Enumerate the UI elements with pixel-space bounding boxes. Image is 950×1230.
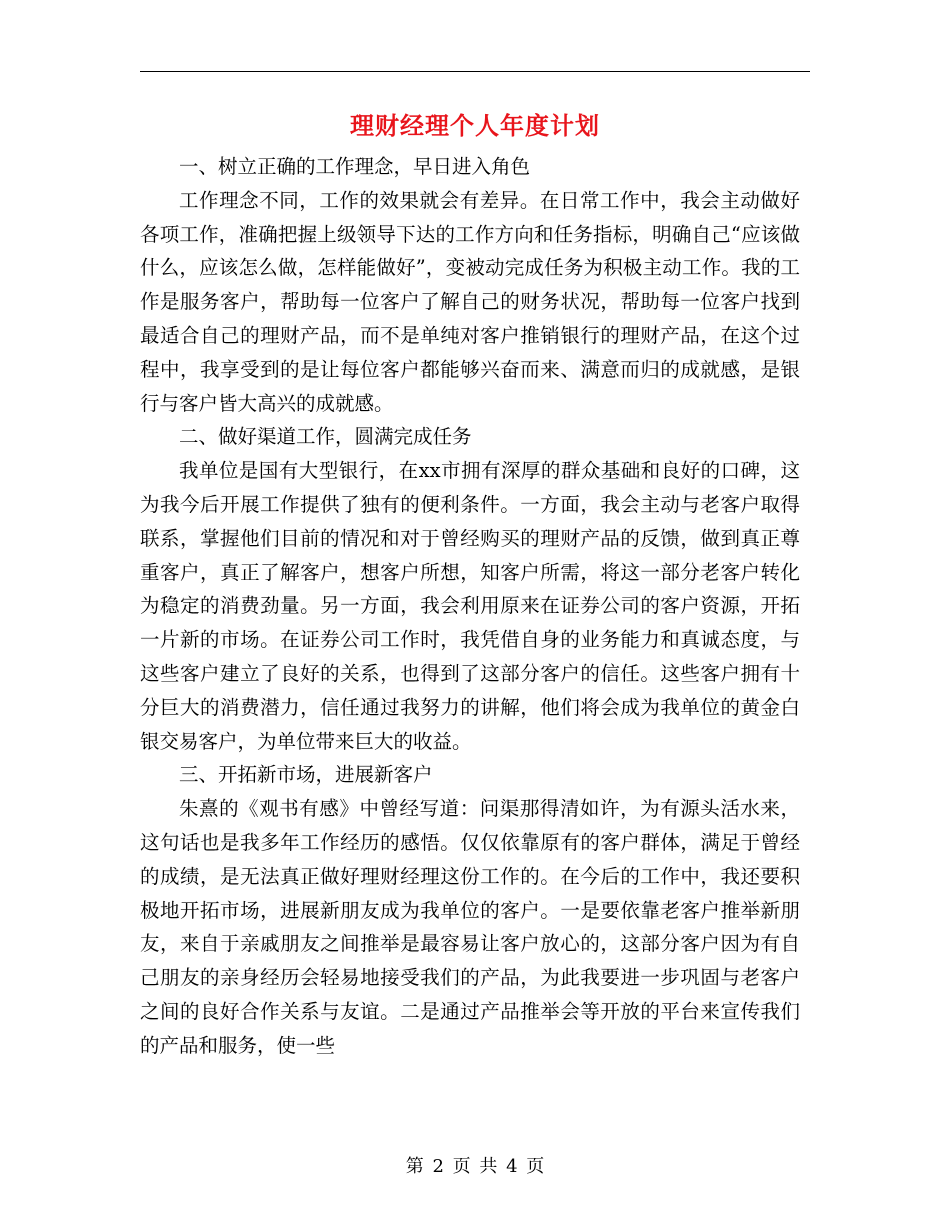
section-heading: 二、做好渠道工作，圆满完成任务 <box>179 425 472 449</box>
document-title: 理财经理个人年度计划 <box>350 111 600 140</box>
page-number-footer: 第 2 页 共 4 页 <box>405 1156 545 1177</box>
section-heading: 一、树立正确的工作理念，早日进入角色 <box>179 155 531 178</box>
body-paragraph: 朱熹的《观书有感》中曾经写道：问渠那得清如许，为有源头活水来，这句话也是我多年工作经历的感悟。仅仅依靠原有的客户群体，满足于曾经的成绩，是无法真正做好理财经理这份工作的。在今后的工作中，我还要积极地开拓市场，进展新朋友成为我单位的客户。一是要依靠老客户推举新朋友，来自于亲戚朋友之间推举是最容易让客户放心的，这部分客户因为有自己朋友的亲身经历会轻易地接受我们的产品，为此我要进一步巩固与老客户之间的良好合作关系与友谊。二是通过产品推举会等开放的平台来宣传我们的产品和服务，使一些 <box>140 797 800 1057</box>
document-body <box>140 150 800 1063</box>
header-rule <box>140 71 810 72</box>
body-paragraph: 工作理念不同，工作的效果就会有差异。在日常工作中，我会主动做好各项工作，准确把握上级领导下达的工作方向和任务指标，明确自己“应该做什么，应该怎么做，怎样能做好”，变被动完成任务为积极主动工作。我的工作是服务客户，帮助每一位客户了解自己的财务状况，帮助每一位客户找到最适合自己的理财产品，而不是单纯对客户推销银行的理财产品，在这个过程中，我享受到的是让每位客户都能够兴奋而来、满意而归的成就感，是银行与客户皆大高兴的成就感。 <box>140 188 800 415</box>
section-heading: 三、开拓新市场，进展新客户 <box>179 763 433 787</box>
body-paragraph: 我单位是国有大型银行，在xx市拥有深厚的群众基础和良好的口碑，这为我今后开展工作提供了独有的便利条件。一方面，我会主动与老客户取得联系，掌握他们目前的情况和对于曾经购买的理财产品的反馈，做到真正尊重客户，真正了解客户，想客户所想，知客户所需，将这一部分老客户转化为稳定的消费劲量。另一方面，我会利用原来在证券公司的客户资源，开拓一片新的市场。在证券公司工作时，我凭借自身的业务能力和真诚态度，与这些客户建立了良好的关系，也得到了这部分客户的信任。这些客户拥有十分巨大的消费潜力，信任通过我努力的讲解，他们将会成为我单位的黄金白银交易客户，为单位带来巨大的收益。 <box>140 459 800 753</box>
